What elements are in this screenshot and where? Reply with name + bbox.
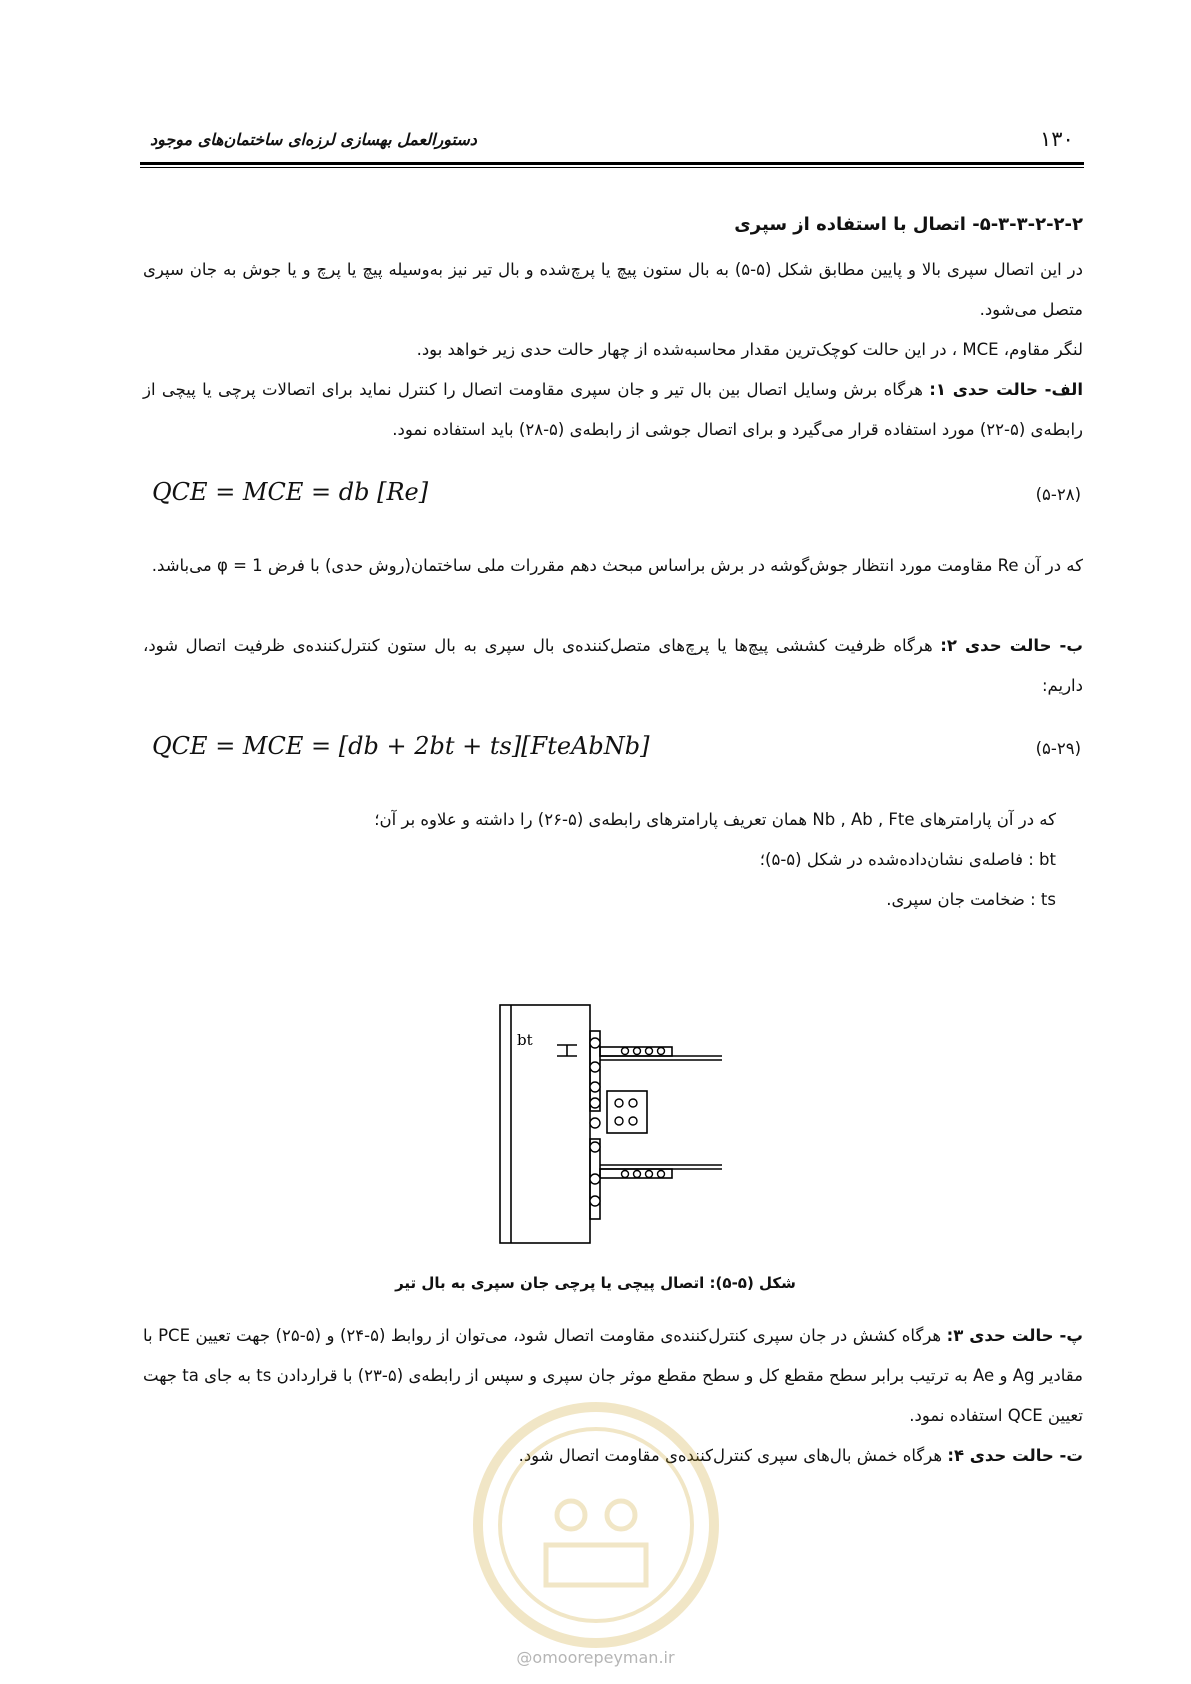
header-title: دستورالعمل بهسازی لرزه‌ای ساختمان‌های موجود xyxy=(150,130,477,149)
section-heading: ۵-۳-۳-۲-۲-۲- اتصال با استفاده از سپری xyxy=(734,214,1083,235)
limit-4-text: هرگاه خمش بال‌های سپری کنترل‌کننده‌ی مقاومت اتصال شود. xyxy=(518,1446,948,1465)
equation-5-28-number: (۵-۲۸) xyxy=(1035,485,1081,504)
limit-3-label: پ- حالت حدی ۳: xyxy=(946,1326,1083,1345)
limit-1-label: الف- حالت حدی ۱: xyxy=(929,380,1083,399)
column-outline xyxy=(500,1005,590,1243)
connection-figure xyxy=(497,1003,727,1245)
limit-1-text: هرگاه برش وسایل اتصال بین بال تیر و جان سپری مقاومت اتصال را کنترل نماید برای اتصالات پرچی یا پیچی از رابطه‌ی (۵-۲۲) مورد استفاده قرار می‌گیرد و برای اتصال جوشی از رابطه‌ی (۵-۲۸) باید استفاده نمود. xyxy=(143,380,1083,439)
paragraph-parameters: که در آن پارامترهای Nb , Ab , Fte همان تعریف پارامترهای رابطه‌ی (۵-۲۶) را داشته و علاوه بر آن؛ xyxy=(374,810,1056,829)
watermark-seal-icon xyxy=(466,1395,726,1655)
limit-3-text: هرگاه کشش در جان سپری کنترل‌کننده‌ی مقاومت اتصال شود، می‌توان از روابط (۵-۲۴) و (۵-۲۵) جهت تعیین PCE با مقادیر Ag و Ae به ترتیب برابر سطح مقطع کل و سطح مقطع موثر جان سپری و سپس از رابطه‌ی (۵-۲۳) با قراردادن ts به جای ta جهت تعیین QCE استفاده نمود. xyxy=(143,1326,1083,1425)
equation-5-29-number: (۵-۲۹) xyxy=(1035,739,1081,758)
header-rule-thin xyxy=(140,167,1084,168)
paragraph-limit-1 xyxy=(143,370,1083,450)
equation-5-28: QCE = MCE = db [Re] xyxy=(152,478,429,506)
definition-bt: bt : فاصله‌ی نشان‌داده‌شده در شکل (۵-۵)؛ xyxy=(759,850,1056,869)
limit-4-label: ت- حالت حدی ۴: xyxy=(947,1446,1083,1465)
equation-5-29: QCE = MCE = [db + 2bt + ts][FteAbNb] xyxy=(152,732,650,760)
limit-2-label: ب- حالت حدی ۲: xyxy=(940,636,1083,655)
footer-website: @omoorepeyman.ir xyxy=(516,1648,675,1667)
shear-tab xyxy=(607,1091,647,1133)
paragraph-intro: در این اتصال سپری بالا و پایین مطابق شکل (۵-۵) به بال ستون پیچ یا پرچ‌شده و بال تیر نیز به‌وسیله پیچ یا پرچ و یا جوش به جان سپری متصل می‌شود. xyxy=(143,260,1083,319)
figure-label-bt: bt xyxy=(517,1031,533,1049)
paragraph-limit-2 xyxy=(143,626,1083,706)
paragraph-re-definition: که در آن Re مقاومت مورد انتظار جوش‌گوشه در برش براساس مبحث دهم مقررات ملی ساختمان(روش حدی) با فرض φ = 1 می‌باشد. xyxy=(151,556,1083,575)
definition-ts: ts : ضخامت جان سپری. xyxy=(886,890,1056,909)
page-number: ۱۳۰ xyxy=(1040,127,1074,151)
figure-caption: شکل (۵-۵): اتصال پیچی یا پرچی جان سپری به بال تیر xyxy=(395,1274,796,1292)
paragraph-moment: لنگر مقاوم، MCE ، در این حالت کوچک‌ترین مقدار محاسبه‌شده از چهار حالت حدی زیر خواهد بود. xyxy=(416,340,1083,359)
header-rule xyxy=(140,162,1084,165)
limit-2-text: هرگاه ظرفیت کششی پیچ‌ها یا پرچ‌های متصل‌کننده‌ی بال سپری به بال ستون کنترل‌کننده‌ی ظرفیت اتصال شود، داریم: xyxy=(143,636,1083,695)
